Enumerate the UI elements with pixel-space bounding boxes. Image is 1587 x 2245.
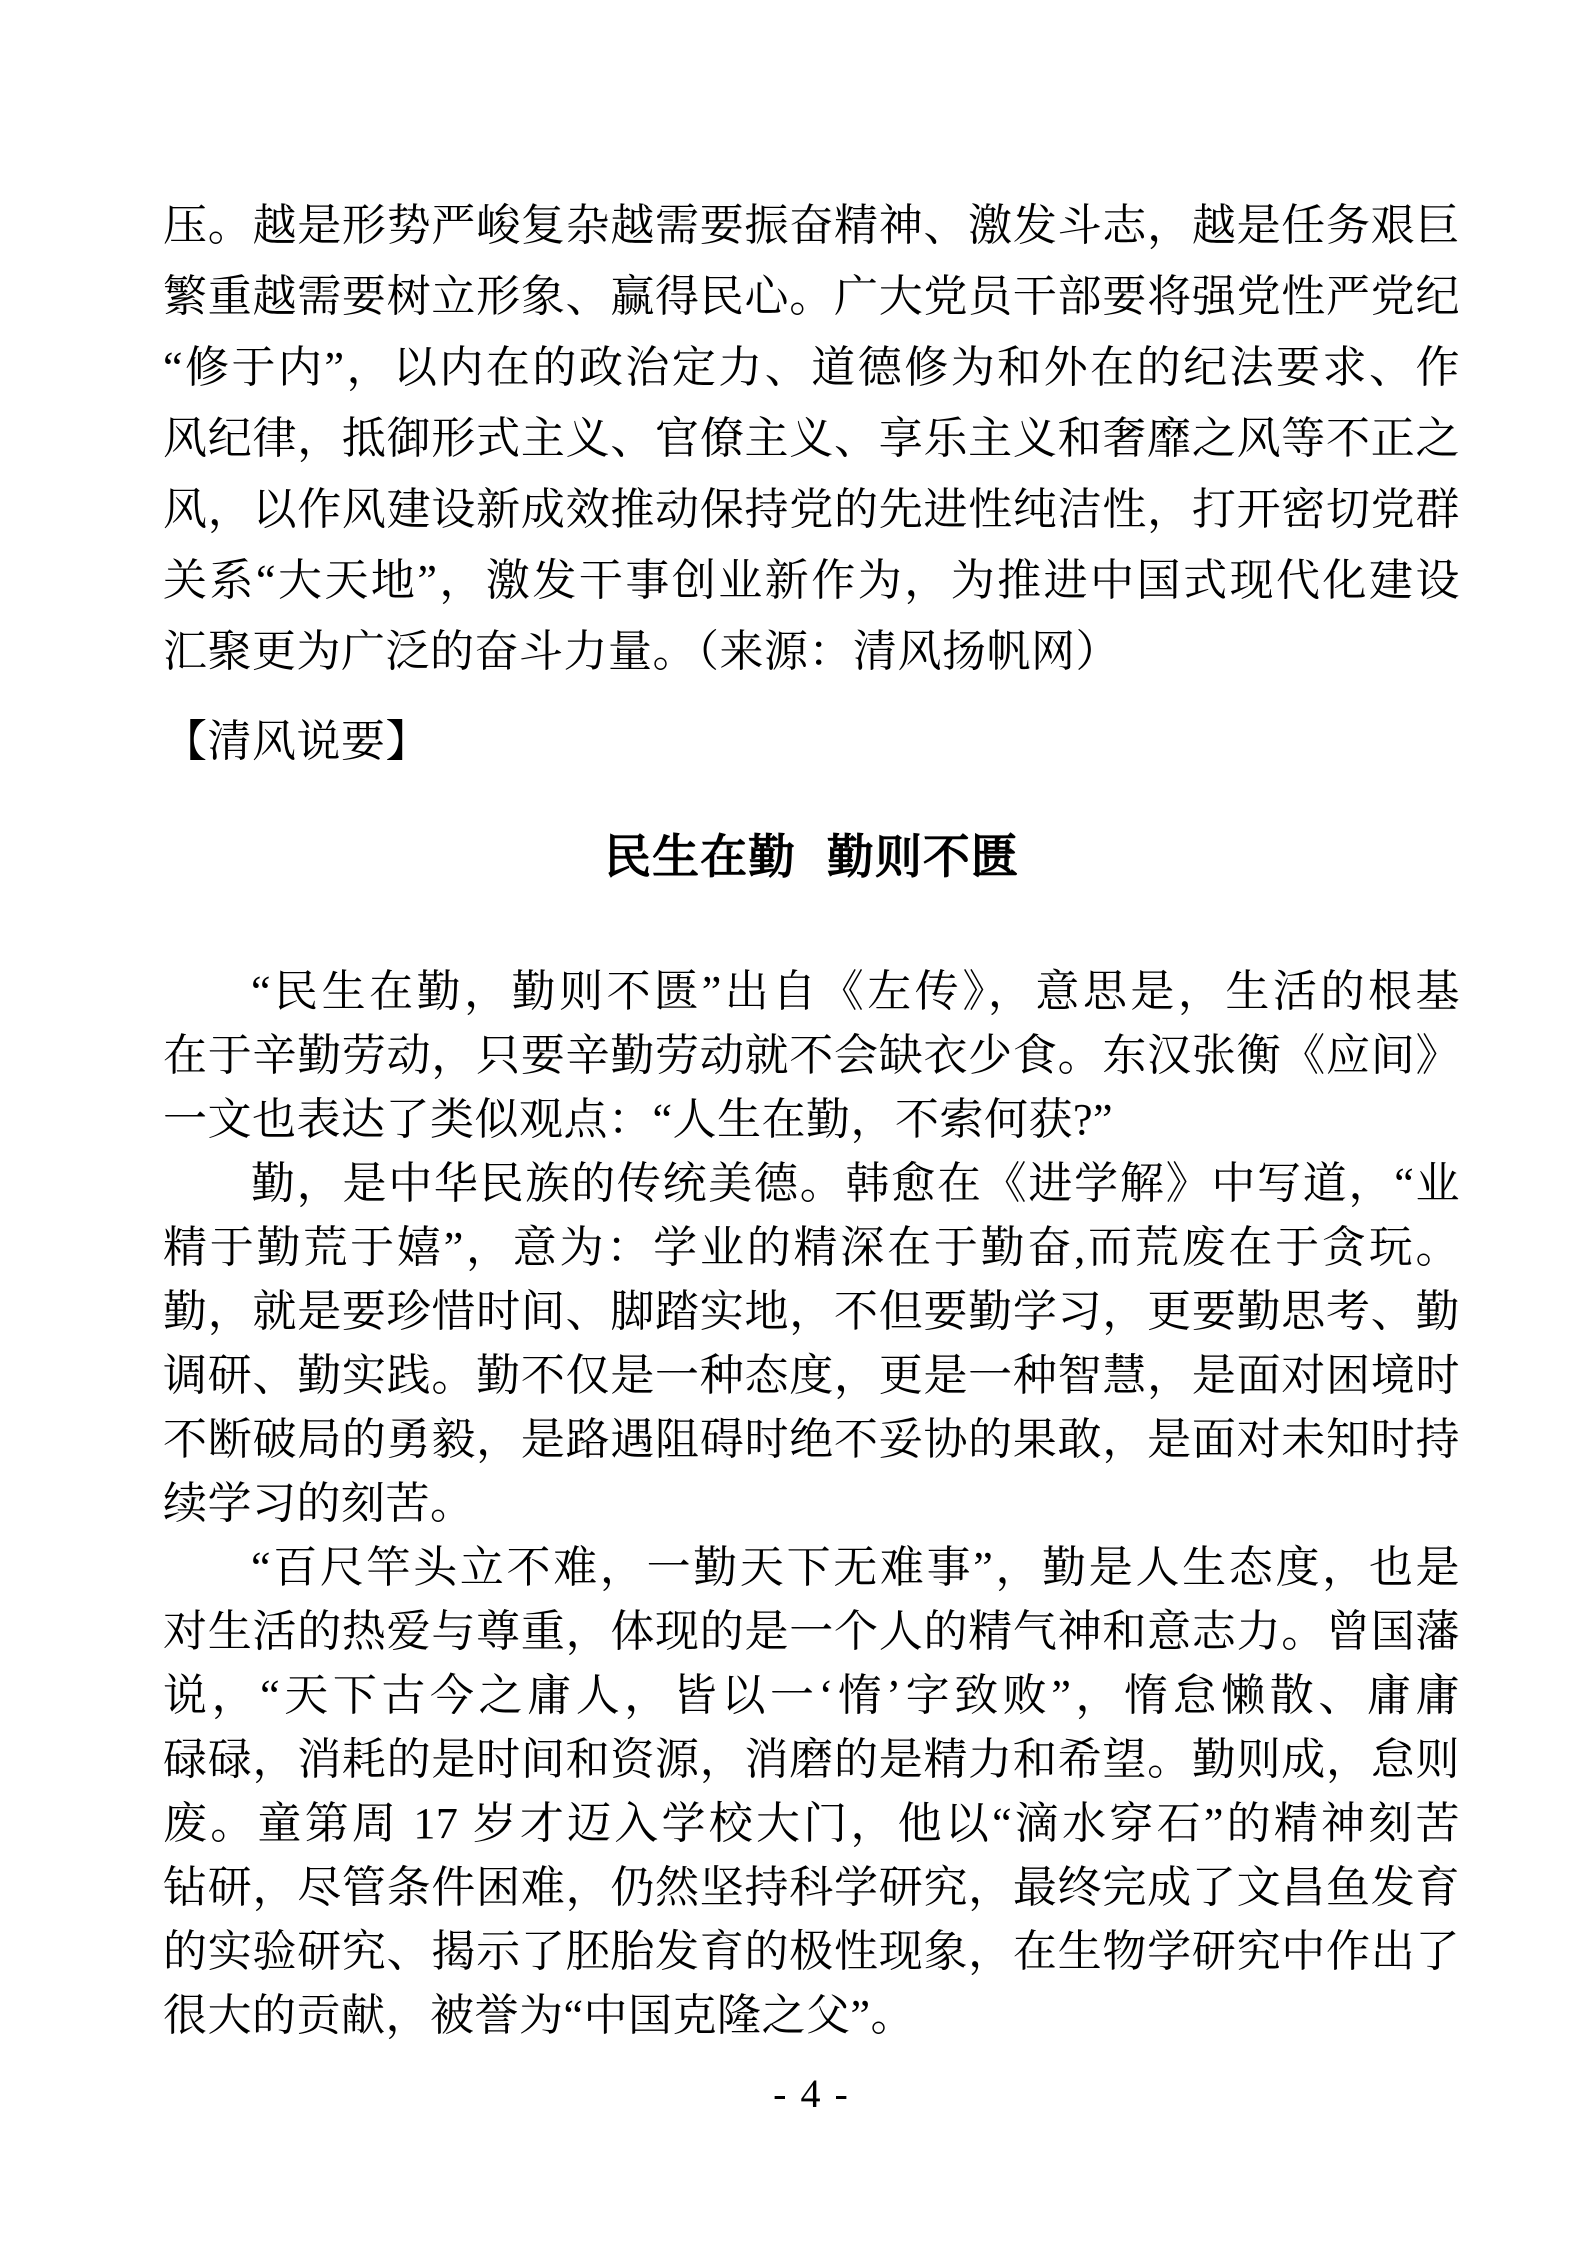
text-line: 勤，是中华民族的传统美德。韩愈在《进学解》中写道，“业 [251, 1159, 1460, 1208]
text-line: “百尺竿头立不难，一勤天下无难事”，勤是人生态度，也是 [251, 1543, 1460, 1592]
section-marker-block [163, 706, 1460, 777]
article-title: 民生在勤 勤则不匮 [604, 832, 1019, 884]
text-line: 一文也表达了类似观点：“人生在勤，不索何获?” [163, 1095, 1114, 1144]
text-line: “修于内”，以内在的政治定力、道德修为和外在的纪法要求、作 [163, 343, 1460, 392]
text-line: 废。童第周 17 岁才迈入学校大门，他以“滴水穿石”的精神刻苦 [163, 1799, 1460, 1848]
text-line: 勤，就是要珍惜时间、脚踏实地，不但要勤学习，更要勤思考、勤 [163, 1287, 1460, 1336]
text-line: “民生在勤，勤则不匮”出自《左传》，意思是，生活的根基 [251, 967, 1460, 1016]
text-line: 对生活的热爱与尊重，体现的是一个人的精气神和意志力。曾国藩 [163, 1607, 1460, 1656]
text-line: 很大的贡献，被誉为“中国克隆之父”。 [163, 1991, 916, 2040]
text-line: 在于辛勤劳动，只要辛勤劳动就不会缺衣少食。东汉张衡《应间》 [163, 1031, 1460, 1080]
essay-body [163, 960, 1460, 2048]
text-line: 碌碌，消耗的是时间和资源，消磨的是精力和希望。勤则成，怠则 [163, 1735, 1460, 1784]
text-line: 关系“大天地”，激发干事创业新作为，为推进中国式现代化建设 [163, 556, 1460, 605]
text-line: 压。越是形势严峻复杂越需要振奋精神、激发斗志，越是任务艰巨 [163, 201, 1460, 250]
text-line: 精于勤荒于嬉”，意为：学业的精深在于勤奋,而荒废在于贪玩。 [163, 1223, 1460, 1272]
text-line: 调研、勤实践。勤不仅是一种态度，更是一种智慧，是面对困境时 [163, 1351, 1460, 1400]
text-line: 钻研，尽管条件困难，仍然坚持科学研究，最终完成了文昌鱼发育 [163, 1863, 1460, 1912]
text-line: 说，“天下古今之庸人，皆以一‘惰’字致败”，惰怠懒散、庸庸 [163, 1671, 1460, 1720]
text-line: 风，以作风建设新成效推动保持党的先进性纯洁性，打开密切党群 [163, 485, 1460, 534]
text-line: 续学习的刻苦。 [163, 1479, 475, 1528]
text-line: 不断破局的勇毅，是路遇阻碍时绝不妥协的果敢，是面对未知时持 [163, 1415, 1460, 1464]
text-line: 汇聚更为广泛的奋斗力量。（来源：清风扬帆网） [163, 627, 1120, 676]
text-line: 繁重越需要树立形象、赢得民心。广大党员干部要将强党性严党纪 [163, 272, 1460, 321]
section-marker: 【清风说要】 [163, 717, 430, 766]
page-number: - 4 - [773, 2071, 850, 2116]
text-line: 的实验研究、揭示了胚胎发育的极性现象，在生物学研究中作出了 [163, 1927, 1460, 1976]
text-line: 风纪律，抵御形式主义、官僚主义、享乐主义和奢靡之风等不正之 [163, 414, 1460, 463]
paragraph-continuation [163, 190, 1460, 687]
